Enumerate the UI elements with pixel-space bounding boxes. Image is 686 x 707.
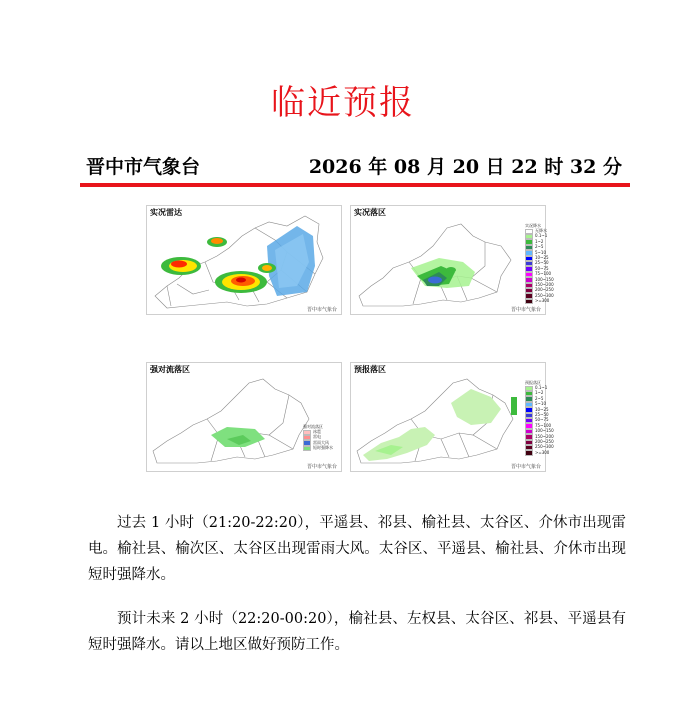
legend-swatch bbox=[525, 450, 533, 455]
legend-label: 2~5 bbox=[535, 395, 544, 401]
radar-panel-footer: 晋中市气象台 bbox=[306, 307, 337, 313]
convection-panel-label: 强对流落区 bbox=[150, 365, 190, 374]
legend-label: 250~300 bbox=[535, 444, 554, 450]
legend-label: 75~100 bbox=[535, 271, 552, 277]
legend-label: 200~250 bbox=[535, 287, 554, 293]
legend-label: 25~50 bbox=[535, 411, 549, 417]
paragraph-forecast: 预计未来 2 小时（22:20-00:20），榆社县、左权县、太谷区、祁县、平遥县有短时强降水。请以上地区做好预防工作。 bbox=[88, 611, 626, 653]
legend-item bbox=[525, 299, 554, 304]
forecast-legend bbox=[525, 381, 554, 456]
legend-label: 2~5 bbox=[535, 244, 544, 250]
legend-label: 10~25 bbox=[535, 406, 549, 412]
legend-label: 1~2 bbox=[535, 238, 544, 244]
radar-map bbox=[147, 206, 341, 314]
convection-legend bbox=[303, 425, 333, 451]
legend-swatch bbox=[525, 299, 533, 304]
issue-datetime: 2026 年 08 月 20 日 22 时 32 分 bbox=[308, 156, 622, 178]
legend-label: 0.1~1 bbox=[535, 233, 548, 239]
legend-item bbox=[525, 450, 554, 455]
radar-panel-label: 实况雷达 bbox=[150, 208, 182, 217]
header-rule bbox=[80, 183, 630, 187]
legend-label: 150~200 bbox=[535, 433, 554, 439]
legend-label: 10~25 bbox=[535, 254, 549, 260]
issuing-organization: 晋中市气象台 bbox=[86, 156, 201, 178]
legend-label: 雷电 bbox=[313, 434, 321, 440]
forecast-panel-label: 预报落区 bbox=[354, 365, 386, 374]
legend-label: 100~150 bbox=[535, 276, 554, 282]
rain-legend bbox=[525, 224, 554, 304]
rain-panel-label: 实况落区 bbox=[354, 208, 386, 217]
legend-label: 150~200 bbox=[535, 281, 554, 287]
radar-map-panel bbox=[146, 205, 342, 315]
legend-label: 1~2 bbox=[535, 390, 544, 396]
page-title: 临近预报 bbox=[271, 83, 415, 123]
legend-label: 75~100 bbox=[535, 422, 552, 428]
legend-label: 25~50 bbox=[535, 260, 549, 266]
legend-label: 50~75 bbox=[535, 265, 549, 271]
legend-swatch bbox=[303, 446, 311, 451]
legend-label: 100~150 bbox=[535, 428, 554, 434]
forecast-map-panel bbox=[350, 362, 554, 472]
legend-label: 雷雨大风 bbox=[313, 439, 329, 445]
convection-map bbox=[147, 363, 341, 471]
forecast-legend-title: 预报落区 bbox=[525, 380, 541, 385]
legend-label: 冰雹 bbox=[313, 428, 321, 434]
forecast-panel-footer: 晋中市气象台 bbox=[510, 464, 541, 470]
convection-map-panel bbox=[146, 362, 342, 472]
legend-label: 50~75 bbox=[535, 417, 549, 423]
legend-item bbox=[303, 446, 333, 451]
forecast-map bbox=[351, 363, 548, 471]
legend-label: >=300 bbox=[535, 298, 550, 304]
legend-label: 200~250 bbox=[535, 438, 554, 444]
legend-label: 无降水 bbox=[535, 227, 547, 233]
legend-label: 5~10 bbox=[535, 401, 546, 407]
legend-label: 0.1~1 bbox=[535, 384, 548, 390]
legend-label: >=300 bbox=[535, 449, 550, 455]
rain-legend-title: 实况降水 bbox=[525, 223, 541, 228]
rain-map-panel bbox=[350, 205, 554, 315]
paragraph-past-hour: 过去 1 小时（21:20-22:20），平遥县、祁县、榆社县、太谷区、介休市出现雷电。榆社县、榆次区、太谷区出现雷雨大风。太谷区、平遥县、榆社县、介休市出现短时强降水。 bbox=[88, 515, 626, 583]
legend-label: 250~300 bbox=[535, 292, 554, 298]
legend-label: 5~10 bbox=[535, 249, 546, 255]
rain-panel-footer: 晋中市气象台 bbox=[510, 307, 541, 313]
convection-legend-title: 强对流落区 bbox=[303, 424, 323, 429]
rain-map bbox=[351, 206, 548, 314]
convection-panel-footer: 晋中市气象台 bbox=[306, 464, 337, 470]
legend-label: 短时强降水 bbox=[313, 445, 333, 451]
